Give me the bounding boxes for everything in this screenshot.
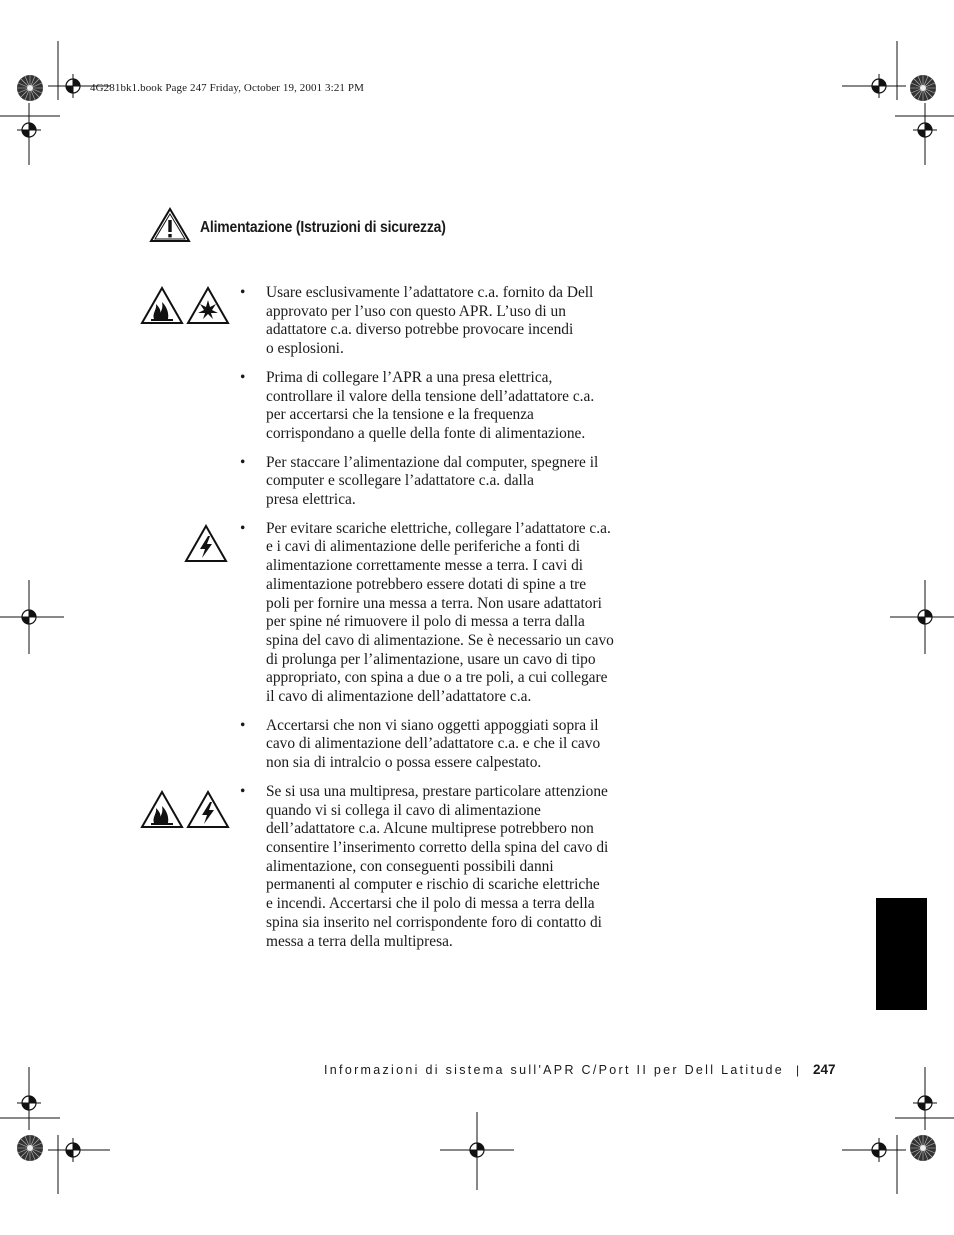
starburst-icon <box>910 1135 936 1161</box>
bullet-symbol: • <box>240 284 246 301</box>
explosion-hazard-icon <box>186 286 230 326</box>
footer-title: Informazioni di sistema sull'APR C/Port II per Dell Latitude <box>324 1063 784 1077</box>
bullet-symbol: • <box>240 368 246 386</box>
file-info: 4G281bk1.book Page 247 Friday, October 19, 2001 3:21 PM <box>90 82 364 94</box>
bullet-symbol: • <box>240 453 246 471</box>
starburst-icon <box>17 1135 43 1161</box>
section-thumb-tab <box>876 898 927 1010</box>
electric-shock-icon <box>184 524 228 564</box>
fire-hazard-icon <box>140 286 184 326</box>
page-number: 247 <box>813 1062 836 1077</box>
list-item: • Prima di collegare l’APR a una presa elettrica, controllare il valore della tensione dell’adattatore c.a. per accertarsi che la tensione e la frequenza corrispondano a quelle della fonte di alimentazione. <box>240 368 595 442</box>
safety-bullet-list <box>238 284 638 962</box>
bullet-symbol: • <box>240 716 246 734</box>
list-item: • Per staccare l’alimentazione dal computer, spegnere il computer e scollegare l’adattatore c.a. dalla presa elettrica. <box>240 453 599 509</box>
list-item: • Se si usa una multipresa, prestare particolare attenzione quando vi si collega il cavo di alimentazione dell’adattatore c.a. Alcune multiprese potrebbero non consentire l’inserimento corretto della spina del cavo di alimentazione, con conseguenti possibili danni permanenti al computer e rischio di scariche elettriche e incendi. Accertarsi che il polo di messa a terra della spina sia inserito nel corrispondente foro di contatto di messa a terra della multipresa. <box>240 782 609 950</box>
list-item: • Usare esclusivamente l’adattatore c.a. fornito da Dell approvato per l’uso con questo APR. L’uso di un adattatore c.a. diverso potrebbe provocare incendi o esplosioni. <box>240 284 594 358</box>
electric-shock-icon <box>186 790 230 830</box>
footer-separator: | <box>796 1063 800 1077</box>
bullet-symbol: • <box>240 519 246 537</box>
fire-hazard-icon <box>140 790 184 830</box>
section-title: Alimentazione (Istruzioni di sicurezza) <box>200 219 446 236</box>
list-item: • Per evitare scariche elettriche, collegare l’adattatore c.a. e i cavi di alimentazione delle periferiche a fonti di alimentazione correttamente messe a terra. I cavi di alimentazione potrebbero essere dotati di spine a tre poli per fornire una messa a terra. Non usare adattatori per spine né rimuovere il polo di messa a terra dalla spina del cavo di alimentazione. Se è necessario un cavo di prolunga per l’alimentazione, usare un cavo di tipo appropriato, con spina a due o a tre poli, a cui collegare il cavo di alimentazione dell’adattatore c.a. <box>240 519 614 706</box>
starburst-icon <box>17 75 43 101</box>
starburst-icon <box>910 75 936 101</box>
caution-triangle-icon <box>148 206 192 244</box>
list-item: • Accertarsi che non vi siano oggetti appoggiati sopra il cavo di alimentazione dell’adattatore c.a. e che il cavo non sia di intralcio o possa essere calpestato. <box>240 716 601 772</box>
bullet-symbol: • <box>240 782 246 800</box>
